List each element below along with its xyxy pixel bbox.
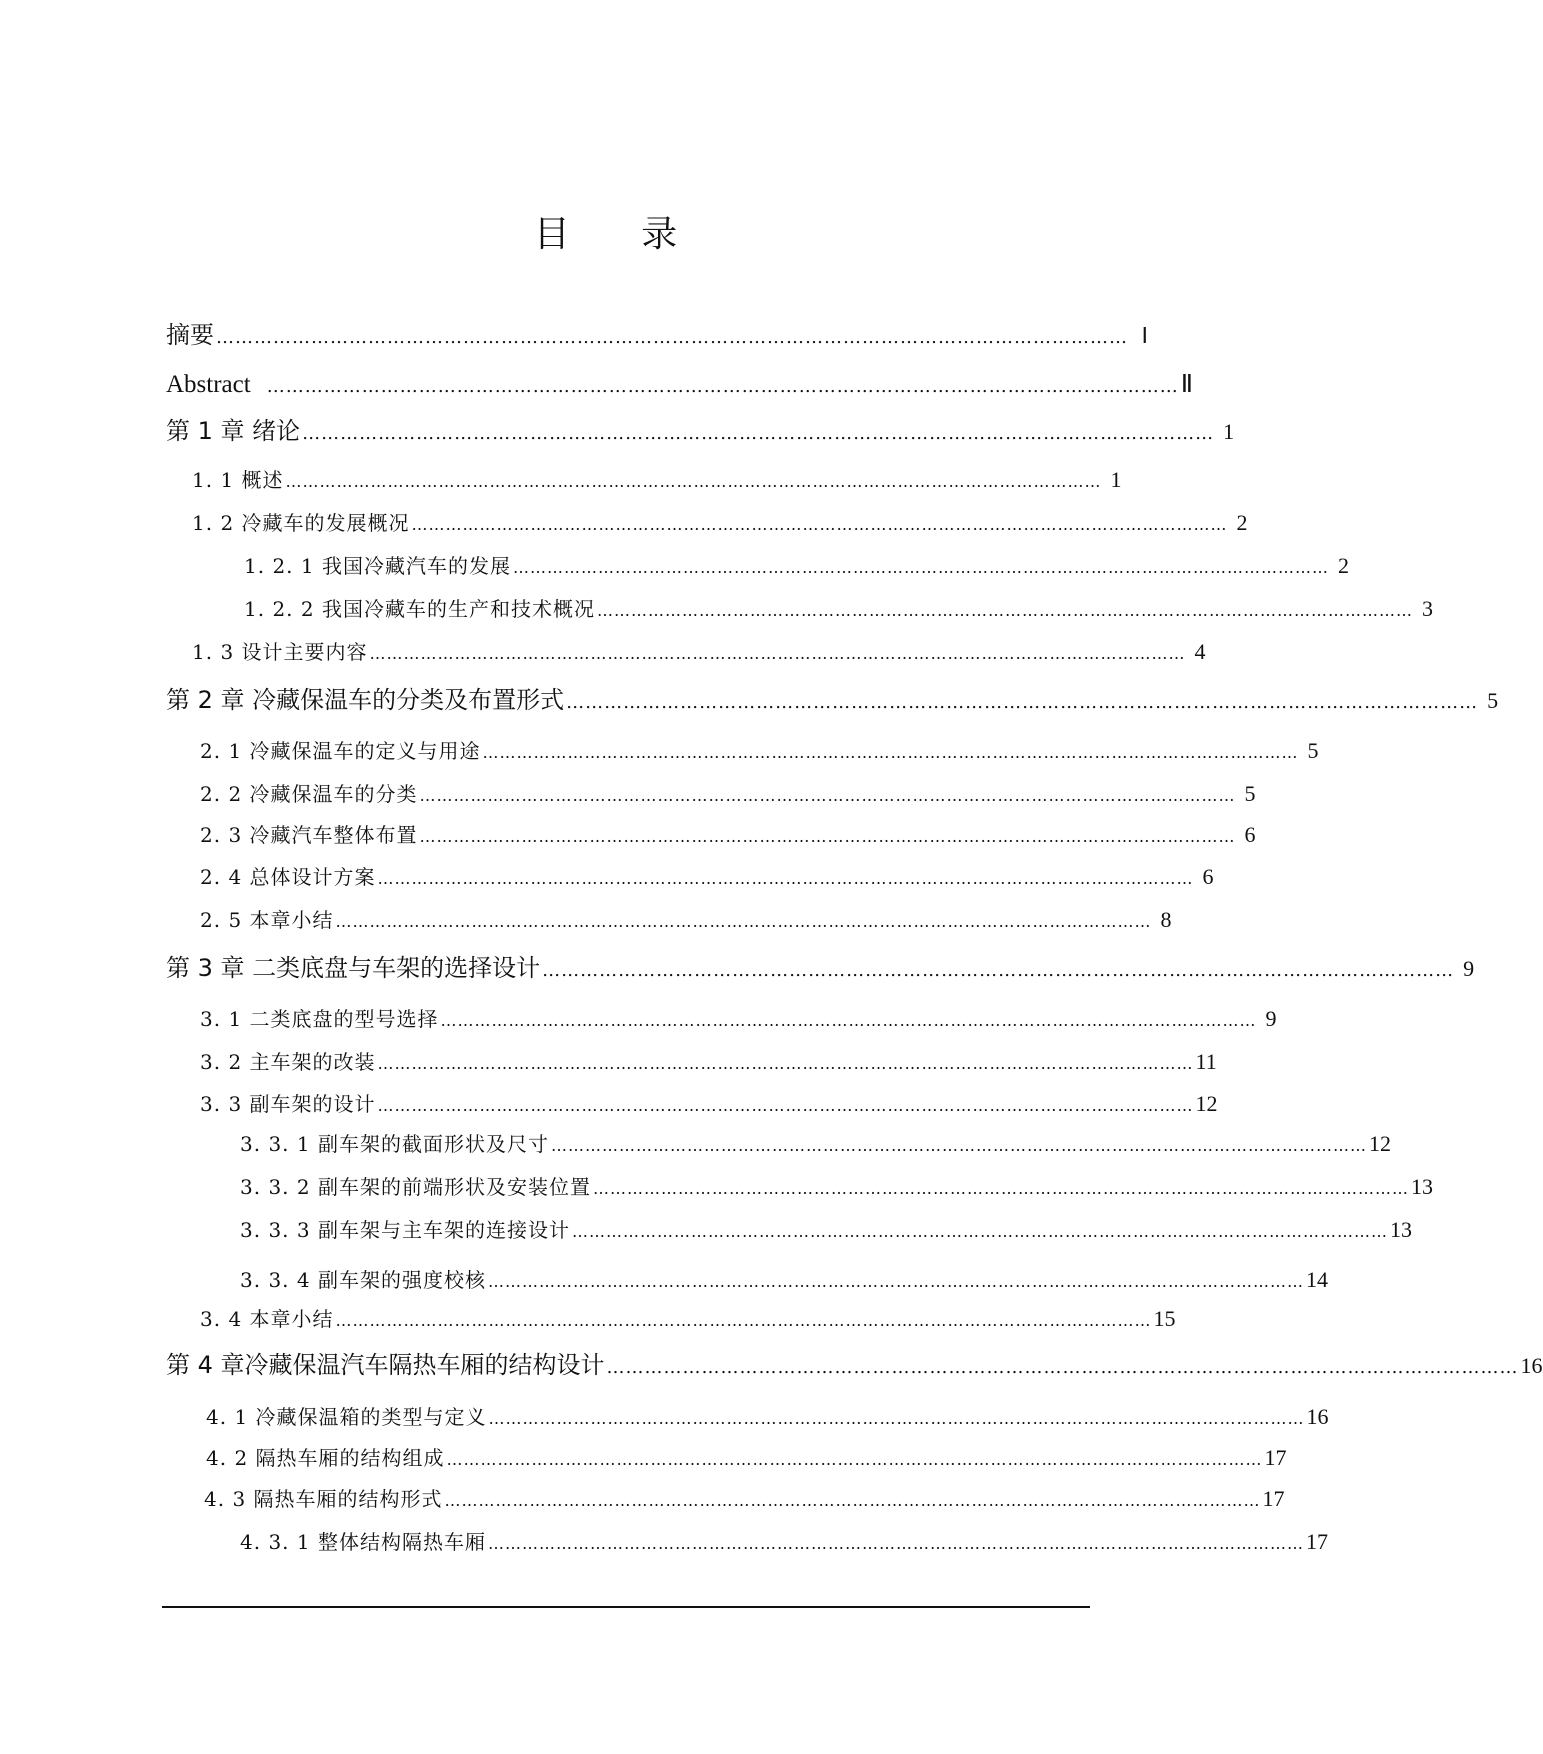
toc-entry-page: 6	[1202, 864, 1214, 889]
dot-leader: ………………………………………………………………………………………………………………………………	[335, 912, 1152, 931]
toc-entry-section[interactable]	[192, 508, 1248, 540]
dot-leader: ………………………………………………………………………………………………………………………………	[571, 1222, 1388, 1241]
toc-entry-page: 14	[1305, 1267, 1328, 1292]
toc-entry-page: 5	[1244, 781, 1256, 806]
toc-entry-page: 5	[1307, 738, 1319, 763]
toc-entry-chapter-2[interactable]	[166, 683, 1499, 720]
dot-leader: ………………………………………………………………………………………………………………………………	[216, 327, 1128, 348]
dot-leader: ………………………………………………………………………………………………………………………………	[444, 1491, 1261, 1510]
toc-entry-abstract-cn[interactable]	[166, 318, 1148, 355]
toc-entry-section[interactable]	[200, 905, 1172, 937]
dot-leader: ………………………………………………………………………………………………………………………………	[285, 472, 1102, 491]
dot-leader: ………………………………………………………………………………………………………………………………	[377, 869, 1194, 888]
toc-entry-label: 第 1 章 绪论	[166, 417, 301, 445]
toc-entry-section[interactable]	[200, 1304, 1176, 1336]
toc-entry-subsection[interactable]	[240, 1215, 1412, 1247]
dot-leader: ………………………………………………………………………………………………………………………………	[440, 1011, 1257, 1030]
toc-entry-label: 2. 1 冷藏保温车的定义与用途	[200, 739, 481, 763]
toc-entry-label: 第 3 章 二类底盘与车架的选择设计	[166, 954, 541, 982]
toc-entry-subsection[interactable]	[240, 1172, 1433, 1204]
toc-entry-label: 3. 3. 1 副车架的截面形状及尺寸	[240, 1132, 549, 1156]
toc-entry-page: 6	[1244, 822, 1256, 847]
toc-entry-section[interactable]	[200, 1089, 1218, 1121]
toc-entry-label: 第 4 章冷藏保温汽车隔热车厢的结构设计	[166, 1351, 605, 1379]
toc-entry-label: 4. 3 隔热车厢的结构形式	[204, 1487, 443, 1511]
toc-entry-label: 4. 1 冷藏保温箱的类型与定义	[206, 1405, 487, 1429]
toc-entry-page: 4	[1194, 639, 1206, 664]
toc-entry-section[interactable]	[200, 862, 1214, 894]
dot-leader: ………………………………………………………………………………………………………………………………	[411, 515, 1228, 534]
toc-entry-page: Ⅰ	[1141, 323, 1148, 348]
toc-entry-label: 摘要	[166, 321, 214, 349]
toc-entry-label: 4. 3. 1 整体结构隔热车厢	[240, 1530, 486, 1554]
toc-entry-label: 3. 3 副车架的设计	[200, 1092, 376, 1116]
toc-entry-label: Abstract	[166, 371, 251, 398]
dot-leader: ………………………………………………………………………………………………………………………………	[542, 960, 1455, 981]
toc-entry-label: 3. 1 二类底盘的型号选择	[200, 1007, 439, 1031]
toc-entry-section[interactable]	[200, 779, 1256, 811]
toc-entry-page: 9	[1265, 1006, 1277, 1031]
toc-entry-chapter-4[interactable]	[166, 1348, 1543, 1385]
toc-entry-label: 4. 2 隔热车厢的结构组成	[206, 1446, 445, 1470]
toc-entry-label: 2. 3 冷藏汽车整体布置	[200, 823, 418, 847]
dot-leader: ………………………………………………………………………………………………………………………………	[377, 1054, 1194, 1073]
dot-leader: ………………………………………………………………………………………………………………………………	[266, 376, 1179, 397]
toc-entry-section[interactable]	[200, 736, 1319, 768]
toc-entry-label: 3. 3. 4 副车架的强度校核	[240, 1268, 486, 1292]
toc-entry-page: 3	[1421, 596, 1433, 621]
toc-entry-section[interactable]	[200, 1004, 1277, 1036]
toc-entry-label: 3. 4 本章小结	[200, 1307, 334, 1331]
toc-entry-page: 1	[1223, 419, 1235, 444]
toc-entry-label: 1. 3 设计主要内容	[192, 640, 368, 664]
toc-entry-subsection[interactable]	[240, 1265, 1328, 1297]
toc-entry-label: 3. 2 主车架的改装	[200, 1050, 376, 1074]
toc-entry-label: 1. 2. 1 我国冷藏汽车的发展	[244, 554, 511, 578]
toc-entry-page: 15	[1153, 1306, 1176, 1331]
dot-leader: ………………………………………………………………………………………………………………………………	[419, 827, 1236, 846]
toc-entry-page: 2	[1236, 510, 1248, 535]
toc-entry-page: 13	[1389, 1217, 1412, 1242]
toc-entry-page: Ⅱ	[1180, 371, 1194, 398]
toc-entry-subsection[interactable]	[240, 1527, 1328, 1559]
toc-entry-label: 1. 2 冷藏车的发展概况	[192, 511, 410, 535]
toc-entry-section[interactable]	[206, 1402, 1329, 1434]
dot-leader: ………………………………………………………………………………………………………………………………	[419, 786, 1236, 805]
dot-leader: ………………………………………………………………………………………………………………………………	[606, 1357, 1519, 1378]
toc-entry-page: 5	[1487, 688, 1499, 713]
toc-entry-section[interactable]	[192, 465, 1122, 497]
toc-entry-page: 11	[1195, 1049, 1217, 1074]
dot-leader: ………………………………………………………………………………………………………………………………	[592, 1179, 1409, 1198]
toc-entry-label: 1. 1 概述	[192, 468, 284, 492]
toc-entry-page: 12	[1195, 1091, 1218, 1116]
toc-entry-section[interactable]	[204, 1484, 1285, 1516]
toc-entry-page: 16	[1306, 1404, 1329, 1429]
toc-entry-chapter-1[interactable]	[166, 414, 1235, 451]
dot-leader: ………………………………………………………………………………………………………………………………	[596, 601, 1413, 620]
toc-entry-page: 17	[1305, 1529, 1328, 1554]
toc-entry-page: 17	[1264, 1445, 1287, 1470]
toc-entry-page: 16	[1520, 1353, 1543, 1378]
dot-leader: ………………………………………………………………………………………………………………………………	[488, 1409, 1305, 1428]
dot-leader: ………………………………………………………………………………………………………………………………	[377, 1096, 1194, 1115]
toc-entry-label: 1. 2. 2 我国冷藏车的生产和技术概况	[244, 597, 595, 621]
toc-entry-page: 12	[1368, 1131, 1391, 1156]
toc-entry-label: 2. 5 本章小结	[200, 908, 334, 932]
dot-leader: ………………………………………………………………………………………………………………………………	[335, 1311, 1152, 1330]
dot-leader: ………………………………………………………………………………………………………………………………	[369, 644, 1186, 663]
toc-entry-abstract-en[interactable]	[166, 368, 1194, 404]
dot-leader: ………………………………………………………………………………………………………………………………	[487, 1534, 1304, 1553]
toc-entry-label: 2. 4 总体设计方案	[200, 865, 376, 889]
toc-entry-section[interactable]	[206, 1443, 1287, 1475]
dot-leader: ………………………………………………………………………………………………………………………………	[512, 558, 1329, 577]
toc-entry-page: 13	[1410, 1174, 1433, 1199]
toc-entry-page: 2	[1337, 553, 1349, 578]
dot-leader: ………………………………………………………………………………………………………………………………	[482, 743, 1299, 762]
toc-entry-label: 2. 2 冷藏保温车的分类	[200, 782, 418, 806]
toc-entry-section[interactable]	[200, 820, 1256, 852]
toc-entry-label: 3. 3. 2 副车架的前端形状及安装位置	[240, 1175, 591, 1199]
toc-entry-page: 8	[1160, 907, 1172, 932]
toc-entry-subsection[interactable]	[240, 1129, 1391, 1161]
toc-entry-label: 3. 3. 3 副车架与主车架的连接设计	[240, 1218, 570, 1242]
dot-leader: ………………………………………………………………………………………………………………………………	[446, 1450, 1263, 1469]
toc-entry-page: 17	[1262, 1486, 1285, 1511]
dot-leader: ………………………………………………………………………………………………………………………………	[487, 1272, 1304, 1291]
toc-entry-label: 第 2 章 冷藏保温车的分类及布置形式	[166, 686, 565, 714]
toc-entry-chapter-3[interactable]	[166, 951, 1475, 988]
toc-entry-subsection[interactable]	[244, 551, 1349, 583]
dot-leader: ………………………………………………………………………………………………………………………………	[566, 692, 1479, 713]
dot-leader: ………………………………………………………………………………………………………………………………	[550, 1136, 1367, 1155]
dot-leader: ………………………………………………………………………………………………………………………………	[302, 423, 1215, 444]
toc-entry-subsection[interactable]	[244, 594, 1433, 626]
toc-entry-section[interactable]	[200, 1047, 1217, 1079]
toc-entry-page: 1	[1110, 467, 1122, 492]
toc-entry-page: 9	[1463, 956, 1475, 981]
footer-rule	[162, 1606, 1090, 1608]
page-title: 目 录	[533, 214, 708, 255]
toc-entry-section[interactable]	[192, 637, 1206, 669]
